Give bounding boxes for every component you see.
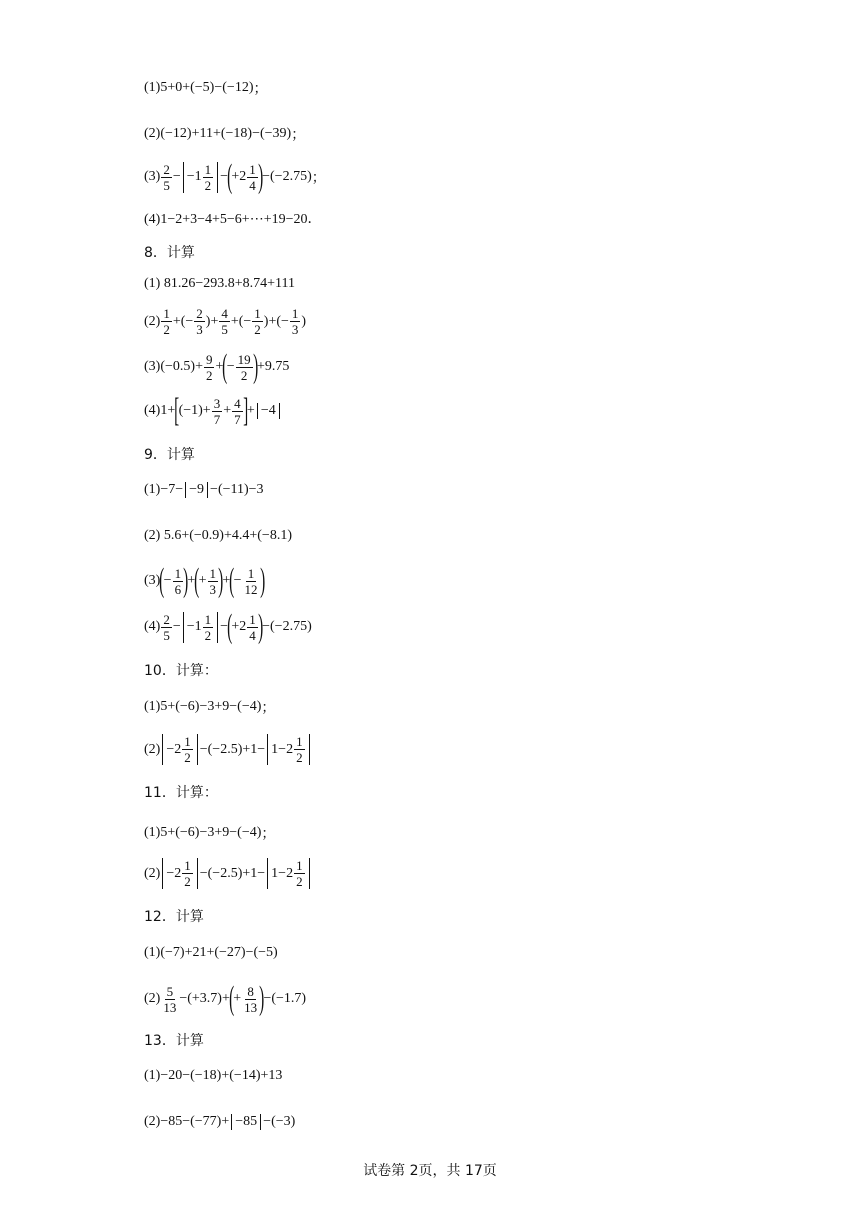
fraction <box>290 307 301 336</box>
problem-8-3 <box>144 350 289 384</box>
numerator: 1 <box>247 565 255 581</box>
fraction <box>294 735 305 764</box>
expr: 1−2 <box>271 741 294 757</box>
problem-8-2 <box>144 307 306 336</box>
numerator: 1 <box>249 161 256 177</box>
expr: − <box>172 619 181 634</box>
paren: ( <box>227 608 233 645</box>
problem-7-1 <box>144 78 268 98</box>
paren: ) <box>259 562 265 599</box>
fraction <box>204 353 215 382</box>
numerator: 1 <box>184 858 191 873</box>
expr: ； <box>311 171 326 186</box>
expr: (1)5+0+ <box>144 80 191 95</box>
denominator: 6 <box>174 581 182 597</box>
expr: ； <box>261 701 276 716</box>
fraction <box>252 307 263 336</box>
expr: +21+ <box>184 945 215 960</box>
expr: (−6) <box>175 825 200 840</box>
expr: −1 <box>186 619 202 634</box>
fraction <box>219 307 230 336</box>
expr: )+ <box>205 313 219 329</box>
expr: +4.4+ <box>223 528 258 543</box>
expr: + <box>221 991 230 1006</box>
numerator: 1 <box>296 734 303 749</box>
denominator: 5 <box>163 177 170 193</box>
denominator: 2 <box>296 750 303 765</box>
expr: − <box>199 741 208 757</box>
paren: ( <box>228 980 235 1017</box>
fraction <box>182 859 193 888</box>
paren: ) <box>257 608 263 645</box>
expr: (1) 81.26−293.8+8.74+111 <box>144 276 295 291</box>
expr: +(− <box>172 313 194 329</box>
expr: − <box>262 169 271 184</box>
problem-12-2 <box>144 982 306 1016</box>
problem-9-3 <box>144 564 264 598</box>
expr: (−1.7) <box>271 991 307 1006</box>
expr: − <box>263 991 272 1006</box>
fraction <box>232 397 243 426</box>
expr: (−5) <box>190 80 215 95</box>
expr: − <box>172 169 181 184</box>
expr: − <box>262 619 271 634</box>
expr: (−2.75) <box>270 619 312 634</box>
expr: + <box>215 359 224 374</box>
numerator: 1 <box>184 734 191 749</box>
expr: (−7) <box>160 945 185 960</box>
question-10-heading: 10．计算： <box>144 663 218 679</box>
denominator: 2 <box>184 750 191 765</box>
expr: (−27) <box>214 945 246 960</box>
numerator: 4 <box>234 395 241 411</box>
expr: − <box>263 1114 272 1129</box>
question-11-heading: 11．计算： <box>144 785 218 801</box>
fraction <box>203 163 214 192</box>
expr: ； <box>253 82 268 97</box>
expr: + <box>187 573 196 588</box>
paren: ) <box>252 348 258 385</box>
expr: (3) <box>144 169 161 184</box>
denominator: 2 <box>163 322 170 337</box>
denominator: 3 <box>196 322 203 337</box>
numerator: 4 <box>221 306 228 321</box>
fraction <box>173 567 184 596</box>
paren: ) <box>259 980 265 1017</box>
expr: − <box>163 573 172 588</box>
expr: (−14) <box>229 1068 261 1083</box>
problem-13-1 <box>144 1068 282 1084</box>
expr: (+3.7) <box>187 991 222 1006</box>
expr: (−12) <box>222 80 254 95</box>
fraction <box>243 567 260 596</box>
numerator: 1 <box>174 565 182 581</box>
denominator: 2 <box>240 367 248 383</box>
expr: (4) <box>144 619 161 634</box>
numerator: 9 <box>205 351 213 367</box>
expr: −3+9− <box>199 825 238 840</box>
expr: (1)5+ <box>144 699 176 714</box>
fraction <box>161 307 172 336</box>
expr: (1) <box>144 945 161 960</box>
denominator: 13 <box>163 999 177 1015</box>
expr: + <box>222 573 231 588</box>
expr: (2) <box>144 991 161 1006</box>
paren: ( <box>222 348 228 385</box>
expr: +(− <box>230 313 252 329</box>
expr: + <box>198 573 207 588</box>
fraction <box>161 163 172 192</box>
denominator: 12 <box>244 581 258 597</box>
expr: + <box>195 359 203 374</box>
expr: 1−2 <box>271 865 294 881</box>
paren: ( <box>194 562 200 599</box>
numerator: 8 <box>247 983 254 999</box>
denominator: 5 <box>221 322 228 337</box>
expr: − <box>252 126 260 141</box>
numerator: 1 <box>204 611 212 627</box>
problem-7-3 <box>144 160 326 194</box>
expr: (3) <box>144 359 161 374</box>
problem-9-2 <box>144 528 292 544</box>
expr: (−2.5) <box>207 865 243 881</box>
fraction <box>236 353 253 382</box>
absolute-value <box>267 858 309 889</box>
fraction <box>161 985 178 1014</box>
problem-7-4 <box>144 208 322 228</box>
expr: +1− <box>242 865 266 881</box>
expr: − <box>210 482 218 497</box>
denominator: 13 <box>244 999 258 1015</box>
expr: (−11) <box>217 482 249 497</box>
problem-11-1 <box>144 823 275 843</box>
numerator: 1 <box>296 858 303 873</box>
question-9-heading: 9．计算 <box>144 447 195 463</box>
denominator: 2 <box>254 322 261 337</box>
expr: − <box>214 80 223 95</box>
denominator: 2 <box>205 367 213 383</box>
expr: − <box>226 359 235 374</box>
expr: ； <box>261 827 276 842</box>
expr: ) <box>301 313 307 329</box>
expr: (−18) <box>190 1068 222 1083</box>
expr: − <box>245 945 254 960</box>
numerator: 2 <box>163 161 170 177</box>
expr: +2 <box>231 169 247 184</box>
expr: + <box>221 1114 230 1129</box>
expr: (−18) <box>220 126 253 141</box>
expr: − <box>220 619 229 634</box>
expr: (−6) <box>175 699 200 714</box>
fraction <box>294 859 305 888</box>
numerator: 1 <box>291 306 299 321</box>
expr: (3) <box>144 573 161 588</box>
expr: (4)1−2+3−4+5−6+⋯+19−20． <box>144 212 322 227</box>
absolute-value: −4 <box>257 403 280 419</box>
denominator: 5 <box>163 627 170 643</box>
fraction <box>182 735 193 764</box>
paren: ) <box>183 562 189 599</box>
numerator: 1 <box>249 611 256 627</box>
problem-9-4 <box>144 610 312 644</box>
expr: (−39) <box>259 126 292 141</box>
question-12-heading: 12．计算 <box>144 909 204 925</box>
problem-9-1 <box>144 482 264 498</box>
denominator: 3 <box>291 322 299 337</box>
expr: −1 <box>186 169 202 184</box>
fraction <box>247 613 258 642</box>
fraction <box>247 163 258 192</box>
expr: )+(− <box>263 313 289 329</box>
expr: +11+ <box>191 126 221 141</box>
denominator: 4 <box>249 177 256 193</box>
bracket: ] <box>242 392 248 429</box>
expr: + <box>233 991 242 1006</box>
absolute-value: −85 <box>231 1114 261 1130</box>
denominator: 2 <box>296 874 303 889</box>
expr: (4)1+ <box>144 403 176 418</box>
expr: + <box>221 1068 230 1083</box>
expr: (1)−7− <box>144 482 184 497</box>
expr: (−2.75) <box>270 169 312 184</box>
expr: + <box>223 403 232 418</box>
expr: −2 <box>166 741 182 757</box>
expr: ； <box>291 128 306 143</box>
denominator: 2 <box>184 874 191 889</box>
fraction <box>208 567 219 596</box>
absolute-value: −9 <box>185 482 208 498</box>
expr: (2) <box>144 126 161 141</box>
denominator: 4 <box>249 627 256 643</box>
paren: ( <box>159 562 165 599</box>
problem-11-2 <box>144 858 312 889</box>
expr: + <box>246 403 255 418</box>
expr: (−2.5) <box>207 741 243 757</box>
fraction <box>194 307 205 336</box>
absolute-value <box>162 734 197 765</box>
numerator: 1 <box>204 161 212 177</box>
expr: (2) <box>144 313 161 329</box>
expr: +9.75 <box>256 359 290 374</box>
page-footer: 试卷第 2页，共 17页 <box>363 1163 497 1179</box>
problem-7-2 <box>144 124 305 144</box>
expr: (1)5+ <box>144 825 176 840</box>
question-8-heading: 8．计算 <box>144 245 195 261</box>
expr: (2) <box>144 865 161 881</box>
expr: (−0.5) <box>160 359 196 374</box>
expr: (2) <box>144 741 161 757</box>
expr: (2)−85− <box>144 1114 191 1129</box>
denominator: 7 <box>213 411 221 427</box>
numerator: 3 <box>213 395 221 411</box>
problem-13-2 <box>144 1114 295 1130</box>
fraction <box>212 397 223 426</box>
paren: ( <box>227 158 233 195</box>
bracket: [ <box>174 392 180 429</box>
paren: ) <box>257 158 263 195</box>
expr: +1− <box>242 741 266 757</box>
denominator: 7 <box>234 411 241 427</box>
expr: (−3) <box>271 1114 296 1129</box>
expr: (−4) <box>237 825 262 840</box>
expr: −3 <box>248 482 264 497</box>
fraction <box>203 613 214 642</box>
expr: (−12) <box>160 126 192 141</box>
problem-10-2 <box>144 734 312 765</box>
problem-8-4 <box>144 394 282 428</box>
expr: (1)−20− <box>144 1068 191 1083</box>
expr: (−0.9) <box>189 528 224 543</box>
numerator: 19 <box>237 351 251 367</box>
numerator: 5 <box>166 983 174 999</box>
paren: ( <box>229 562 235 599</box>
numerator: 1 <box>163 306 170 321</box>
problem-12-1 <box>144 945 278 961</box>
denominator: 2 <box>204 177 212 193</box>
expr: (−8.1) <box>257 528 292 543</box>
expr: − <box>179 991 188 1006</box>
expr: − <box>233 573 242 588</box>
numerator: 1 <box>254 306 261 321</box>
expr: (2) 5.6+ <box>144 528 190 543</box>
problem-8-1 <box>144 276 295 292</box>
expr: −2 <box>166 865 182 881</box>
expr: − <box>220 169 229 184</box>
numerator: 1 <box>209 565 217 581</box>
numerator: 2 <box>196 306 203 321</box>
expr: (−1)+ <box>178 403 211 418</box>
expr: +13 <box>260 1068 283 1083</box>
absolute-value <box>183 612 218 643</box>
paren: ) <box>218 562 224 599</box>
absolute-value <box>183 162 218 193</box>
problem-10-1 <box>144 697 275 717</box>
denominator: 2 <box>204 627 212 643</box>
numerator: 2 <box>163 611 170 627</box>
question-13-heading: 13．计算 <box>144 1033 204 1049</box>
absolute-value <box>162 858 197 889</box>
expr: − <box>199 865 208 881</box>
expr: (−4) <box>237 699 262 714</box>
fraction <box>161 613 172 642</box>
expr: +2 <box>231 619 247 634</box>
expr: −3+9− <box>199 699 238 714</box>
expr: (−77) <box>190 1114 222 1129</box>
expr: (−5) <box>253 945 278 960</box>
fraction <box>242 985 259 1014</box>
denominator: 3 <box>209 581 217 597</box>
absolute-value <box>267 734 309 765</box>
